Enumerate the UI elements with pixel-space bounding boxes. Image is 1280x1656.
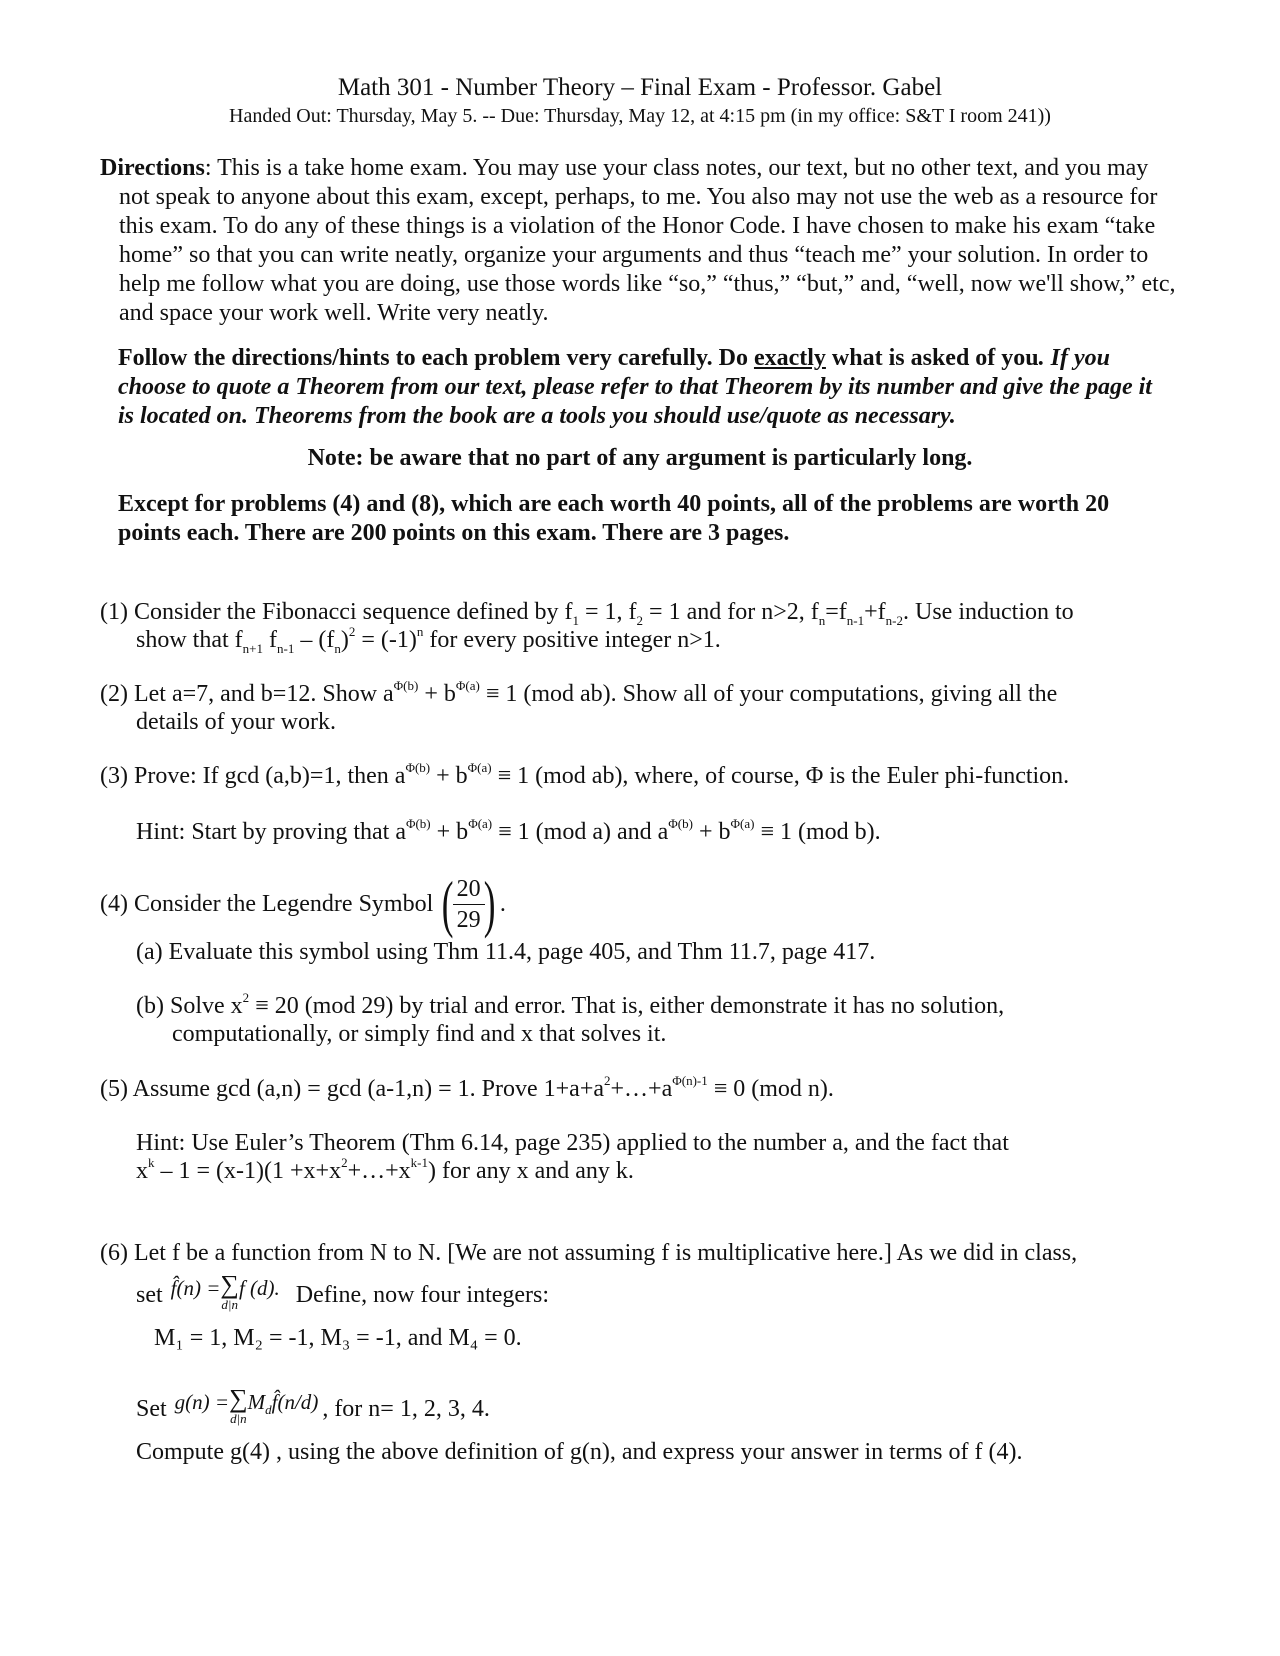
- exam-title: Math 301 - Number Theory – Final Exam - Professor. Gabel: [337, 74, 943, 101]
- instructions-paragraph: [118, 344, 1160, 431]
- problem-4b-line-1: (b) Solve $x^2 \equiv 20$ (mod 29) by trial and error. That is, either demonstrate it has no solution,: [136, 990, 1005, 1019]
- problem-1-line-2: show that $f_{n+1}$ $f_{n-1} - (f_n)^2 = (-1)^n$ for every positive integer n>1.: [136, 624, 721, 656]
- problem-4b-line-2: computationally, or simply find and x that solves it.: [172, 1021, 667, 1047]
- problem-6-m-values: M₁ = 1, M₂ = -1, M₃ = -1, and M₄ = 0.: [154, 1325, 522, 1351]
- problem-1-line-1: (1) Consider the Fibonacci sequence defined by $f_1 = 1$, $f_2 = 1$ and for n>2, $f_n=f_{n-1}+f_{n-2}$. Use induction to: [100, 599, 1074, 628]
- directions-label: Directions: [100, 155, 205, 181]
- instructions-italic: . If you choose to quote a Theorem from our text, please refer to that Theorem by its number and give the page it is located on. Theorems from the book are a tools you should use/quote as necessary.: [118, 345, 1152, 429]
- instructions-bold-a: Follow the directions/hints to each problem very carefully. Do: [118, 345, 754, 371]
- exam-subtitle: Handed Out: Thursday, May 5. -- Due: Thursday, May 12, at 4:15 pm (in my office: S&T I room 241)): [229, 105, 1051, 127]
- instructions-underlined: exactly: [753, 345, 826, 371]
- problem-5-statement: (5) Assume gcd (a,n) = gcd (a-1,n) = 1. Prove $1+a+a^2+\dots+a^{\Phi(n)-1} \equiv 0$ (mod n).: [100, 1073, 834, 1102]
- problem-3-hint: Hint: Start by proving that $a^{\Phi(b)} + b^{\Phi(a)} \equiv 1$ (mod a) and $a^{\Phi(b)} + b^{\Phi(a)} \equiv 1$ (mod b).: [136, 816, 881, 845]
- problem-6-g-definition: Set g(n) = ∑ d|n $M_df̂(n/d)$ , for n= 1, 2, 3, 4.: [136, 1384, 490, 1426]
- problem-4-statement: (4) Consider the Legendre Symbol ( $\frac{20}{29}$ ) .: [100, 868, 506, 939]
- instructions-bold-b: what is asked of you: [825, 345, 1039, 371]
- points-paragraph: Except for problems (4) and (8), which are each worth 40 points, all of the problems are worth 20 points each. There are 200 points on this exam. There are 3 pages.: [118, 491, 1110, 546]
- directions-paragraph: [100, 154, 1179, 328]
- legendre-fraction: $\frac{20}{29}$: [453, 874, 485, 935]
- directions-text: : This is a take home exam. You may use your class notes, our text, but no other text, and you may not speak to anyone about this exam, except, perhaps, to me. You also may not use the web as a resource for this exam. To do any of these things is a violation of the Honor Code. I have chosen to make his exam “take home” so that you can write neatly, organize your arguments and thus “teach me” your solution. In order to help me follow what you are doing, use those words like “so,” “thus,” “but,” and, “well, now we'll show,” etc, and space your work well. Write very neatly.: [119, 155, 1176, 326]
- right-paren-icon: ): [483, 868, 496, 939]
- summation-symbol: ∑ d|n: [229, 1384, 248, 1426]
- problem-6-line-1: (6) Let f be a function from N to N. [We are not assuming f is multiplicative here.] As we did in class,: [100, 1240, 1078, 1266]
- left-paren-icon: (: [442, 868, 454, 939]
- note-line: Note: be aware that no part of any argument is particularly long.: [307, 445, 973, 471]
- problem-4a: (a) Evaluate this symbol using Thm 11.4, page 405, and Thm 11.7, page 417.: [136, 939, 876, 965]
- problem-6-compute: Compute g(4) , using the above definition of g(n), and express your answer in terms of f (4).: [136, 1439, 1023, 1465]
- problem-6-fhat-definition: set f̂(n) = ∑ d|n f (d). Define, now four integers:: [136, 1270, 550, 1312]
- legendre-symbol: [437, 868, 500, 939]
- problem-2-line-2: details of your work.: [136, 709, 336, 735]
- problem-2-line-1: (2) Let a=7, and b=12. Show $a^{\Phi(b)} + b^{\Phi(a)} \equiv 1$ (mod ab). Show all of your computations, giving all the: [100, 678, 1058, 707]
- problem-5-hint-line-2: $x^k - 1 = (x-1)(1$ $+x+x^2+\dots+x^{k-1}$) for any x and any k.: [136, 1155, 634, 1184]
- problem-5-hint-line-1: Hint: Use Euler’s Theorem (Thm 6.14, page 235) applied to the number a, and the fact that: [136, 1130, 1009, 1156]
- problem-3-statement: (3) Prove: If gcd (a,b)=1, then $a^{\Phi(b)} + b^{\Phi(a)} \equiv 1$ (mod ab), where, of course, Φ is the Euler phi-function.: [100, 760, 1070, 789]
- summation-symbol: ∑ d|n: [220, 1270, 239, 1312]
